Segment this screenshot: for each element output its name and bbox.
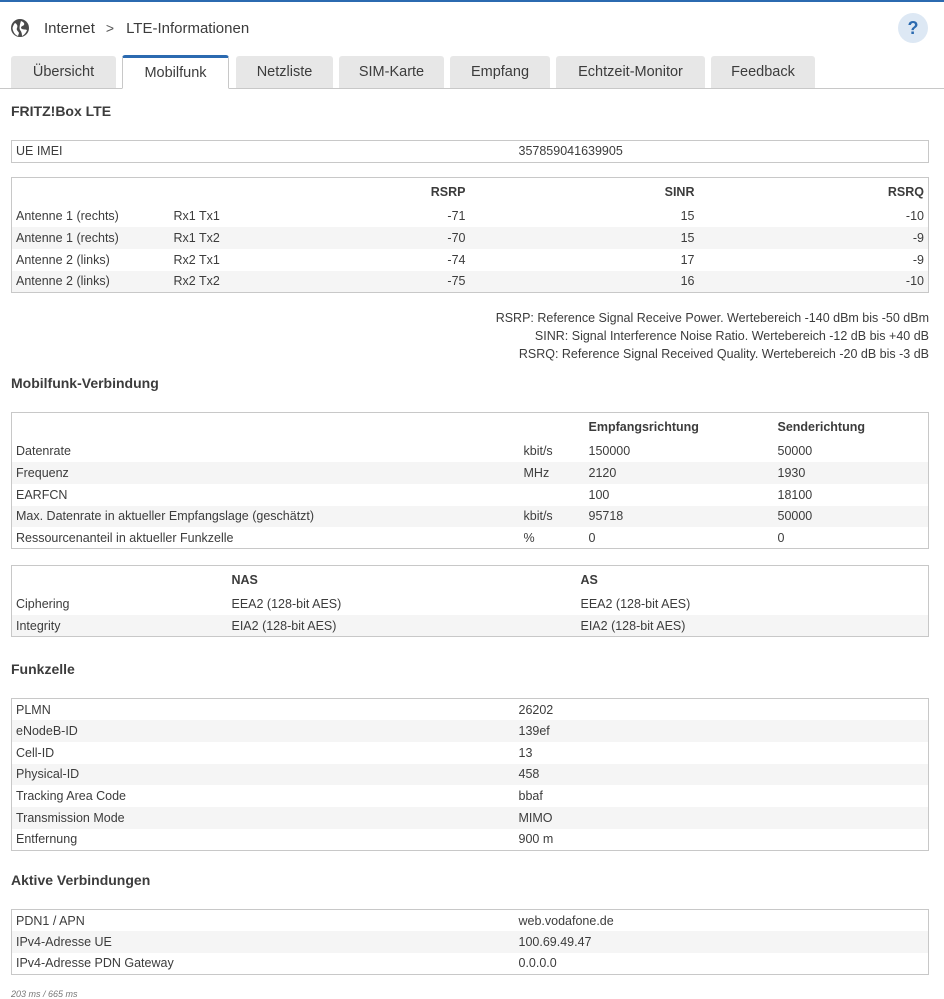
note-rsrq: RSRQ: Reference Signal Received Quality. Wertebereich -20 dB bis -3 dB [518,347,929,361]
breadcrumb-current: LTE-Informationen [126,19,250,37]
connection-row [12,462,929,484]
active-connection-row [12,953,929,975]
cell-table [11,698,929,851]
cell-label: Transmission Mode [12,807,515,829]
security-row [12,594,929,616]
security-header-nas: NAS [231,572,258,587]
active-connection-label: IPv4-Adresse PDN Gateway [16,956,174,971]
cell-label: Physical-ID [12,764,515,786]
connection-tx: 1930 [774,462,929,484]
cell-label: Entfernung [16,832,78,847]
cell-value: 139ef [515,720,929,742]
top-accent-line [0,0,944,2]
antenna-rsrp: -74 [447,252,466,267]
security-header-label [12,566,228,594]
connection-label: Frequenz [12,462,520,484]
antenna-header-rsrp: RSRP [430,184,466,199]
active-connection-row [12,910,929,932]
connection-tx: 50000 [774,506,929,528]
antenna-row [12,206,929,228]
connection-rx: 150000 [588,444,631,459]
cell-label: Cell-ID [16,745,55,760]
antenna-path: Rx2 Tx2 [170,271,320,293]
cell-row [12,742,929,764]
antenna-path: Rx1 Tx1 [173,209,220,224]
connection-unit [520,484,585,506]
antenna-header-sinr: SINR [664,184,695,199]
connection-header-row [12,413,929,441]
note-rsrp: RSRP: Reference Signal Receive Power. Wertebereich -140 dBm bis -50 dBm [495,311,929,325]
cell-value: 458 [515,764,929,786]
connection-rx: 2120 [585,462,774,484]
imei-row [12,141,929,163]
antenna-rsrp: -75 [320,271,470,293]
cell-label: Tracking Area Code [16,789,127,804]
tab-bar [0,55,944,89]
antenna-rsrq: -9 [912,252,924,267]
cell-label: PLMN [16,702,51,717]
active-connection-value: web.vodafone.de [518,913,614,928]
connection-header-rx: Empfangsrichtung [588,419,699,434]
note-sinr: SINR: Signal Interference Noise Ratio. Wertebereich -12 dB bis +40 dB [534,329,929,343]
connection-row [12,484,929,506]
antenna-rsrp: -70 [320,227,470,249]
cell-row [12,807,929,829]
globe-icon [10,18,30,38]
security-as: EIA2 (128-bit AES) [577,615,929,637]
cell-value: 13 [518,745,533,760]
connection-header-unit [520,413,585,441]
antenna-path: Rx2 Tx1 [173,252,220,267]
connection-row [12,441,929,463]
antenna-sinr: 15 [680,209,695,224]
cell-row [12,720,929,742]
imei-label: UE IMEI [12,141,515,163]
cell-value: bbaf [518,789,543,804]
connection-tx: 18100 [777,487,813,502]
antenna-sinr: 15 [470,227,699,249]
antenna-row [12,227,929,249]
antenna-rsrp: -71 [447,209,466,224]
connection-rx: 95718 [585,506,774,528]
antenna-name: Antenne 1 (rechts) [16,209,119,224]
connection-header-label [12,413,520,441]
cell-value: MIMO [515,807,929,829]
active-connection-value: 0.0.0.0 [518,956,557,971]
section-title-mobilfunk: Mobilfunk-Verbindung [11,375,159,391]
active-connection-row [12,931,929,953]
antenna-header-path [170,178,320,206]
active-connection-label: IPv4-Adresse UE [12,931,515,953]
breadcrumb-root[interactable]: Internet [44,19,95,37]
antenna-header-rsrq: RSRQ [887,184,924,199]
connection-unit: % [523,530,535,545]
antenna-sinr: 17 [680,252,695,267]
cell-value: 26202 [518,702,554,717]
breadcrumb [10,16,249,40]
connection-rx: 0 [588,530,596,545]
connection-tx: 50000 [777,444,813,459]
cell-row [12,699,929,721]
cell-row [12,829,929,851]
connection-rx: 100 [588,487,610,502]
active-connections-table [11,909,929,975]
cell-label: eNodeB-ID [12,720,515,742]
imei-value: 357859041639905 [515,141,929,163]
tab-mobilfunk[interactable]: Mobilfunk [122,55,229,89]
tab-netzliste[interactable]: Netzliste [236,56,333,88]
security-label: Integrity [12,615,228,637]
breadcrumb-separator: > [105,20,115,36]
connection-label: Datenrate [16,444,71,459]
security-table [11,565,929,637]
connection-header-tx: Senderichtung [777,419,866,434]
tab-sim-karte[interactable]: SIM-Karte [339,56,444,88]
tab-echtzeit-monitor[interactable]: Echtzeit-Monitor [556,56,705,88]
connection-label: EARFCN [16,487,68,502]
active-connection-value: 100.69.49.47 [515,931,929,953]
security-header-as: AS [580,572,598,587]
security-header-row [12,566,929,594]
antenna-header-row [12,178,929,206]
connection-unit: kbit/s [523,444,553,459]
connection-label: Max. Datenrate in aktueller Empfangslage (geschätzt) [12,506,520,528]
antenna-rsrq: -9 [699,227,929,249]
cell-row [12,764,929,786]
antenna-name: Antenne 1 (rechts) [12,227,170,249]
security-as: EEA2 (128-bit AES) [580,597,691,612]
antenna-row [12,249,929,271]
section-title-funkzelle: Funkzelle [11,661,75,677]
help-button[interactable] [898,13,928,43]
connection-label: Ressourcenanteil in aktueller Funkzelle [16,530,234,545]
antenna-table [11,177,929,293]
tab-empfang[interactable]: Empfang [450,56,550,88]
antenna-row [12,271,929,293]
connection-table [11,412,929,549]
cell-value: 900 m [518,832,554,847]
imei-table [11,140,929,163]
connection-row [12,506,929,528]
antenna-header-antenna [12,178,170,206]
antenna-path: Rx1 Tx2 [170,227,320,249]
section-title-fritzbox: FRITZ!Box LTE [11,103,112,119]
connection-unit: MHz [520,462,585,484]
connection-tx: 0 [777,530,785,545]
signal-notes [400,309,929,363]
active-connection-label: PDN1 / APN [16,913,85,928]
security-row [12,615,929,637]
cell-row [12,785,929,807]
timing-footer: 203 ms / 665 ms [11,989,78,999]
security-label: Ciphering [16,597,70,612]
connection-unit: kbit/s [520,506,585,528]
tab-feedback[interactable]: Feedback [711,56,815,88]
help-icon: ? [907,17,919,38]
antenna-name: Antenne 2 (links) [16,252,110,267]
security-nas: EIA2 (128-bit AES) [228,615,577,637]
antenna-rsrq: -10 [905,209,924,224]
section-title-verbindungen: Aktive Verbindungen [11,872,151,888]
antenna-sinr: 16 [470,271,699,293]
antenna-rsrq: -10 [699,271,929,293]
antenna-name: Antenne 2 (links) [12,271,170,293]
tab-uebersicht[interactable]: Übersicht [11,56,116,88]
security-nas: EEA2 (128-bit AES) [231,597,342,612]
connection-row [12,527,929,549]
